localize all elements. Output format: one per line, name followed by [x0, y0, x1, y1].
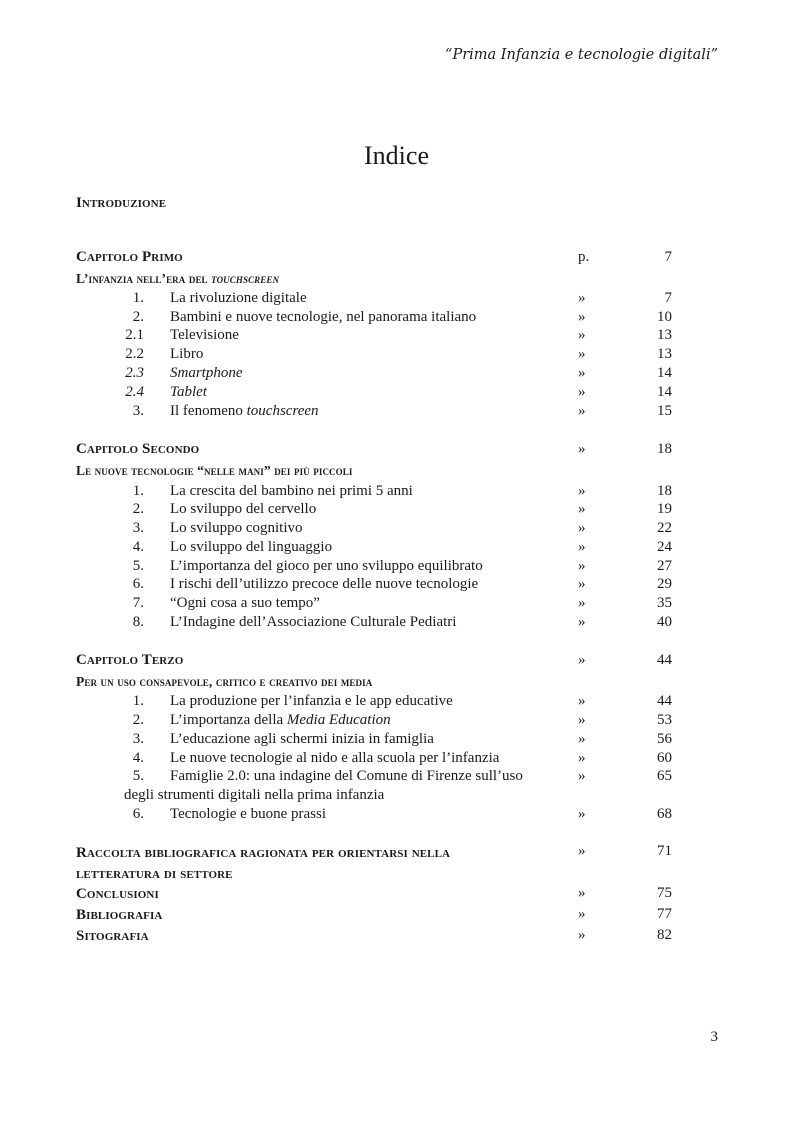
toc-marker: »	[578, 327, 586, 343]
toc-entry: L’Indagine dell’Associazione Culturale Pediatri	[170, 614, 457, 630]
toc-number: 7.	[132, 595, 144, 611]
toc-page: 13	[657, 327, 672, 343]
toc-entry: Bambini e nuove tecnologie, nel panorama italiano	[170, 309, 477, 325]
toc-entry: I rischi dell’utilizzo precoce delle nuove tecnologie	[170, 576, 479, 592]
toc-marker: »	[578, 558, 586, 574]
toc-entry: Il fenomeno touchscreen	[170, 403, 319, 419]
toc-page: 60	[657, 750, 672, 766]
chapter3-label: Capitolo Terzo	[76, 652, 184, 668]
toc-marker: »	[578, 768, 586, 784]
toc-number: 1.	[132, 693, 144, 709]
toc-marker: »	[578, 927, 586, 943]
toc-sitografia: Sitografia	[76, 928, 149, 944]
toc-marker: »	[578, 806, 586, 822]
toc-page: 18	[657, 483, 672, 499]
toc-page: 65	[657, 768, 672, 784]
toc-page: 22	[657, 520, 672, 536]
chapter1-page: 7	[664, 249, 672, 265]
toc-number: 4.	[132, 750, 144, 766]
toc-raccolta-continuation: letteratura di settore	[76, 866, 233, 882]
running-header: “Prima Infanzia e tecnologie digitali”	[445, 47, 718, 63]
toc-entry: Famiglie 2.0: una indagine del Comune di Firenze sull’uso	[170, 768, 523, 784]
toc-number: 2.2	[125, 346, 144, 362]
toc-number: 3.	[132, 403, 144, 419]
page-title: Indice	[364, 141, 429, 170]
toc-marker: »	[578, 693, 586, 709]
toc-number: 1.	[132, 483, 144, 499]
toc-page: 27	[657, 558, 672, 574]
toc-page: 14	[657, 384, 672, 400]
toc-number: 8.	[132, 614, 144, 630]
chapter3-page: 44	[657, 652, 672, 668]
toc-number: 6.	[132, 806, 144, 822]
toc-entry: L’importanza del gioco per uno sviluppo equilibrato	[170, 558, 483, 574]
toc-entry: Lo sviluppo del cervello	[170, 501, 317, 517]
toc-entry-continuation: degli strumenti digitali nella prima infanzia	[124, 787, 385, 803]
toc-entry: “Ogni cosa a suo tempo”	[170, 595, 320, 611]
toc-marker: »	[578, 290, 586, 306]
toc-number: 3.	[132, 520, 144, 536]
toc-introduction: Introduzione	[76, 195, 167, 211]
toc-page: 14	[657, 365, 672, 381]
chapter3-title: Per un uso consapevole, critico e creativo dei media	[76, 674, 373, 689]
toc-marker: »	[578, 576, 586, 592]
toc-number: 4.	[132, 539, 144, 555]
chapter2-page: 18	[657, 441, 672, 457]
toc-number: 1.	[132, 290, 144, 306]
toc-marker: »	[578, 539, 586, 555]
toc-entry: Televisione	[170, 327, 239, 343]
toc-page: 68	[657, 806, 672, 822]
toc-page: 13	[657, 346, 672, 362]
toc-entry: L’importanza della Media Education	[170, 712, 391, 728]
toc-page: 82	[657, 927, 672, 943]
toc-page: 75	[657, 885, 672, 901]
toc-marker: »	[578, 595, 586, 611]
toc-marker: »	[578, 346, 586, 362]
toc-page: 19	[657, 501, 672, 517]
toc-number: 2.4	[125, 384, 144, 400]
toc-marker: »	[578, 501, 586, 517]
toc-entry: Libro	[170, 346, 204, 362]
toc-page: 15	[657, 403, 672, 419]
chapter3-marker: »	[578, 652, 586, 668]
toc-entry: Le nuove tecnologie al nido e alla scuola per l’infanzia	[170, 750, 500, 766]
toc-page: 71	[657, 843, 672, 859]
toc-marker: »	[578, 403, 586, 419]
toc-marker: »	[578, 483, 586, 499]
toc-marker: »	[578, 885, 586, 901]
chapter1-title: L’infanzia nell’era del touchscreen	[76, 271, 280, 286]
toc-entry: La produzione per l’infanzia e le app educative	[170, 693, 453, 709]
toc-page: 44	[657, 693, 672, 709]
toc-marker: »	[578, 384, 586, 400]
toc-bibliografia: Bibliografia	[76, 907, 163, 923]
toc-page: 7	[664, 290, 672, 306]
toc-page: 24	[657, 539, 672, 555]
toc-number: 2.3	[125, 365, 144, 381]
toc-number: 3.	[132, 731, 144, 747]
toc-number: 2.	[132, 712, 144, 728]
chapter2-label: Capitolo Secondo	[76, 441, 200, 457]
toc-number: 6.	[132, 576, 144, 592]
toc-marker: »	[578, 750, 586, 766]
chapter2-title: Le nuove tecnologie “nelle mani” dei più piccoli	[76, 463, 353, 478]
toc-raccolta: Raccolta bibliografica ragionata per orientarsi nella	[76, 845, 451, 861]
toc-entry: Smartphone	[170, 365, 243, 381]
toc-entry: Tecnologie e buone prassi	[170, 806, 326, 822]
toc-page: 10	[657, 309, 672, 325]
toc-number: 2.1	[125, 327, 144, 343]
toc-marker: »	[578, 614, 586, 630]
chapter2-marker: »	[578, 441, 586, 457]
toc-number: 2.	[132, 501, 144, 517]
toc-number: 5.	[132, 768, 144, 784]
toc-entry: La crescita del bambino nei primi 5 anni	[170, 483, 413, 499]
toc-page: 29	[657, 576, 672, 592]
toc-entry: La rivoluzione digitale	[170, 290, 307, 306]
toc-page: 40	[657, 614, 672, 630]
toc-conclusioni: Conclusioni	[76, 886, 159, 902]
toc-page: 35	[657, 595, 672, 611]
toc-page: 53	[657, 712, 672, 728]
toc-number: 2.	[132, 309, 144, 325]
toc-entry: L’educazione agli schermi inizia in famiglia	[170, 731, 434, 747]
toc-marker: »	[578, 309, 586, 325]
toc-marker: »	[578, 843, 586, 859]
toc-entry: Tablet	[170, 384, 207, 400]
toc-entry: Lo sviluppo del linguaggio	[170, 539, 333, 555]
chapter1-label: Capitolo Primo	[76, 249, 183, 265]
toc-page: 56	[657, 731, 672, 747]
chapter1-p-marker: p.	[578, 249, 590, 265]
toc-marker: »	[578, 906, 586, 922]
toc-marker: »	[578, 520, 586, 536]
toc-marker: »	[578, 365, 586, 381]
toc-page: 77	[657, 906, 672, 922]
toc-marker: »	[578, 712, 586, 728]
toc-entry: Lo sviluppo cognitivo	[170, 520, 303, 536]
toc-marker: »	[578, 731, 586, 747]
page-number: 3	[710, 1029, 718, 1045]
toc-number: 5.	[132, 558, 144, 574]
